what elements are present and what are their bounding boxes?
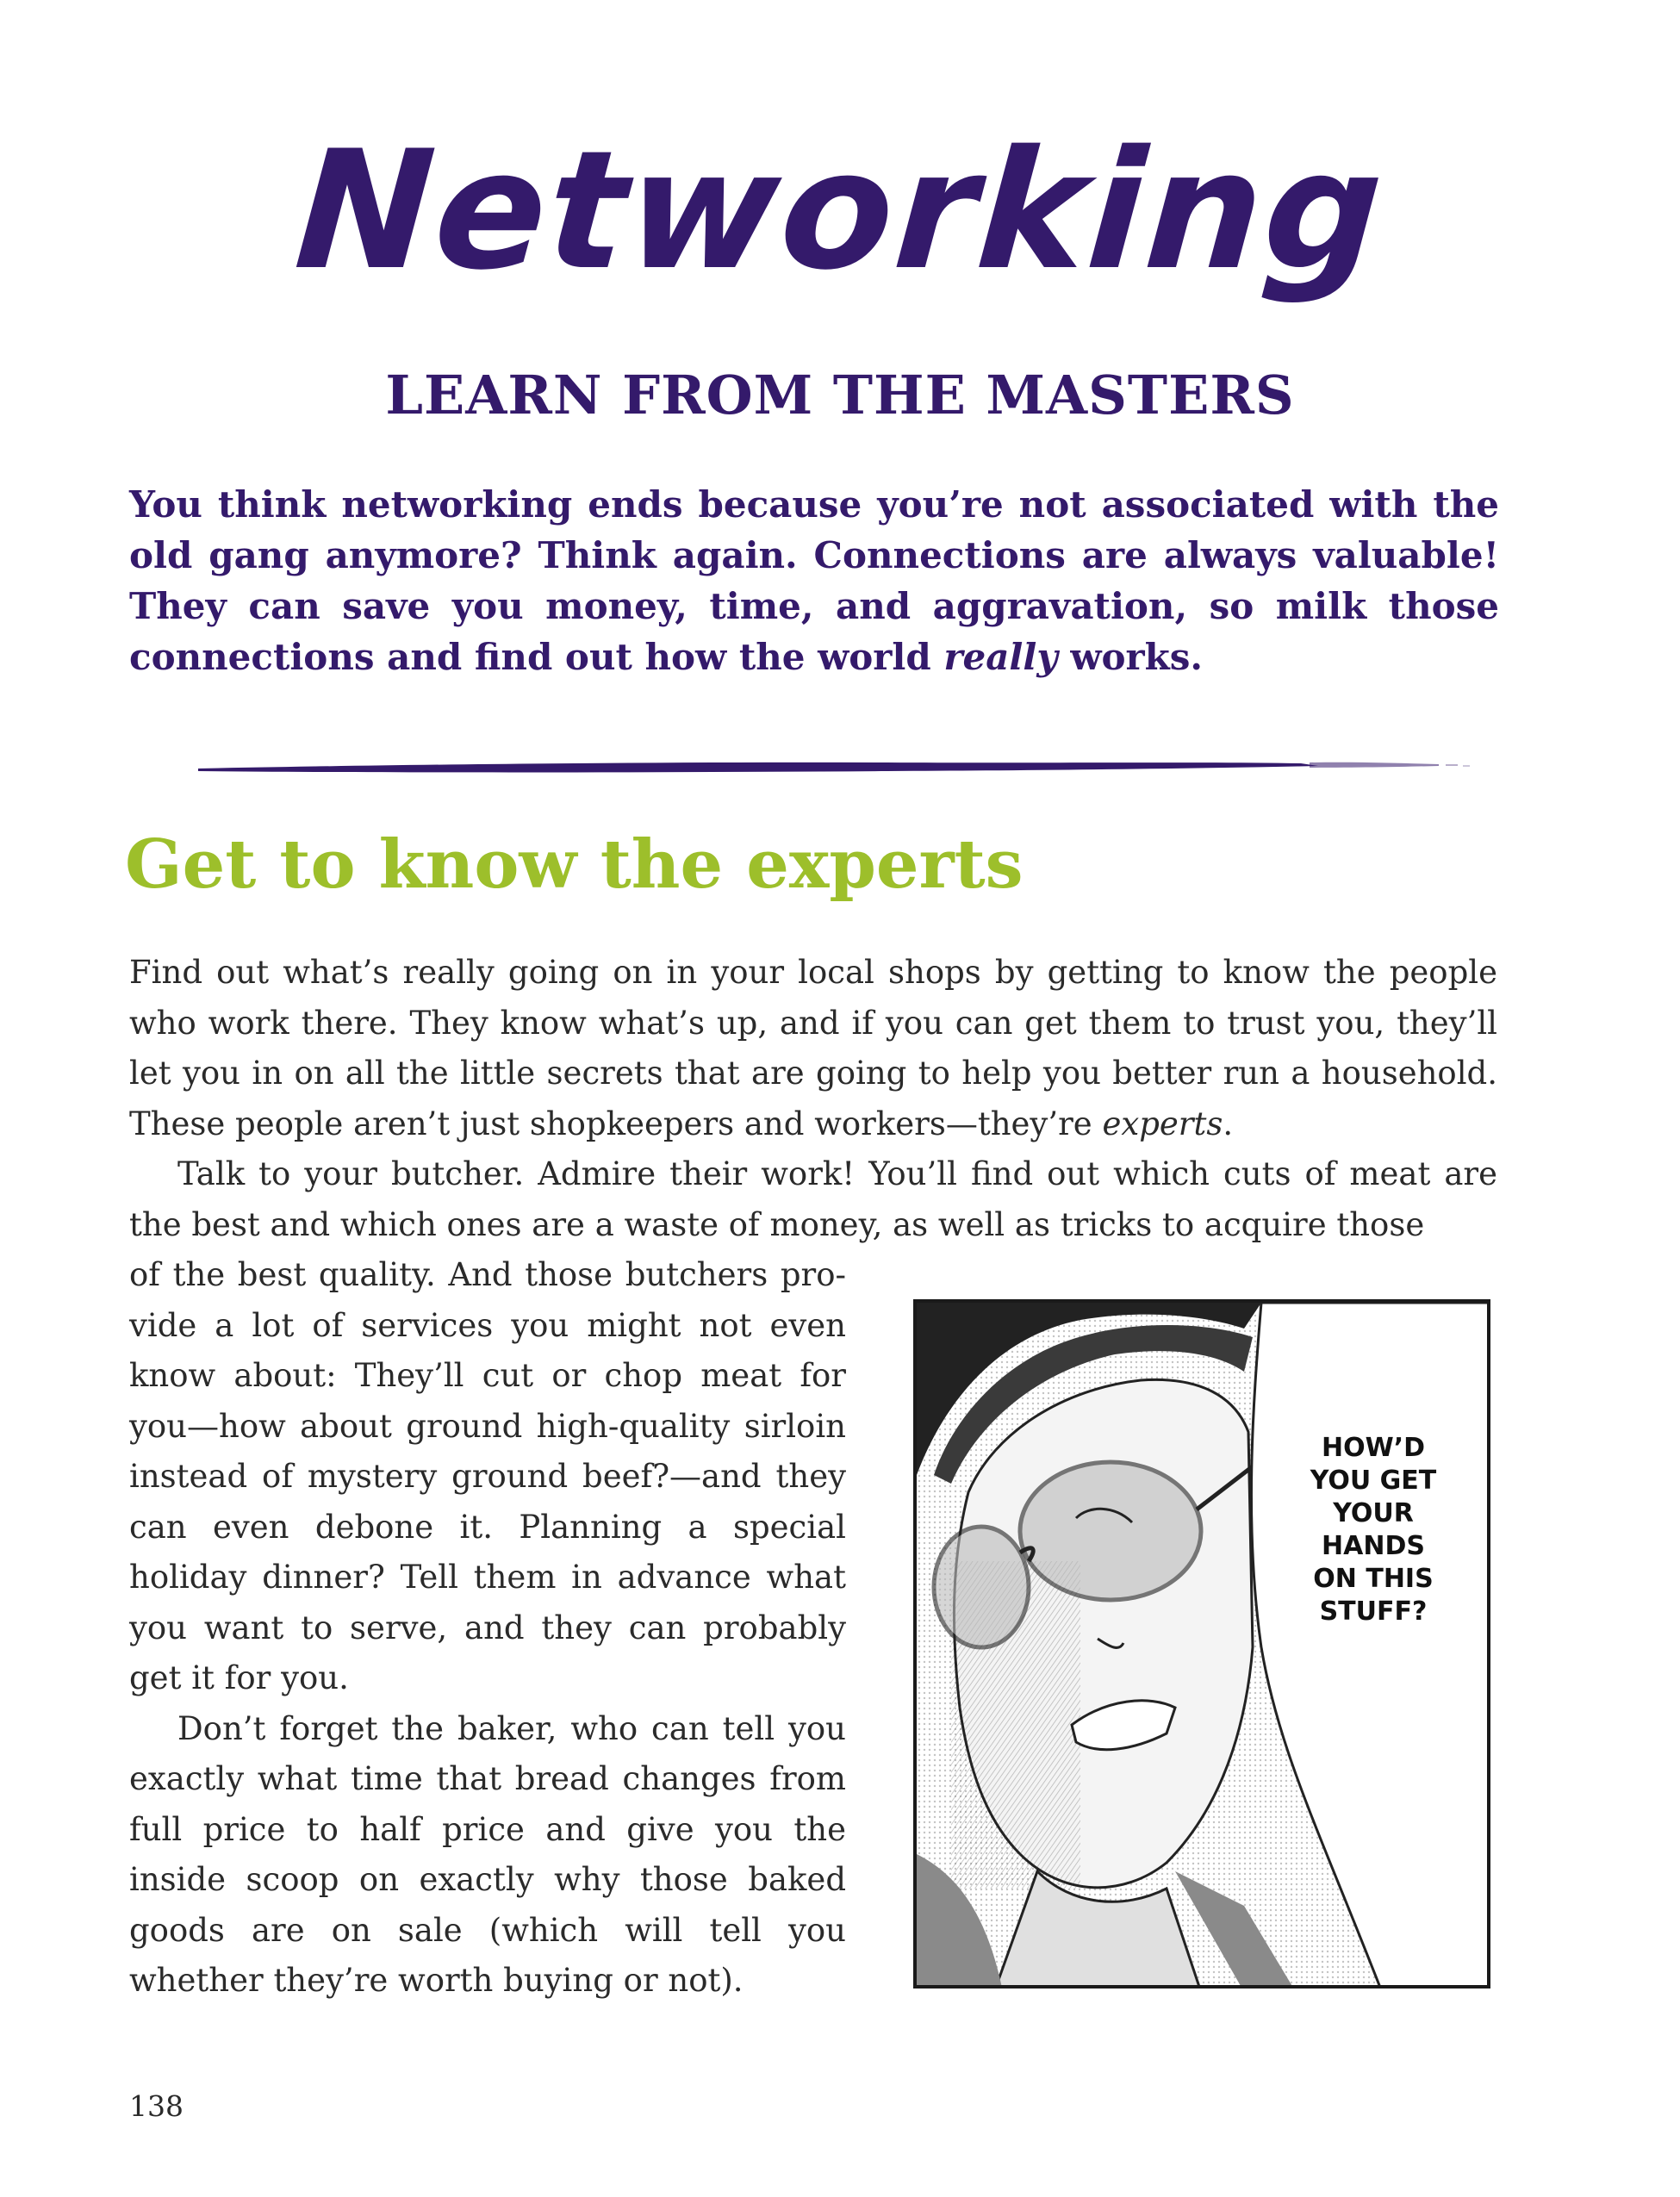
section-heading: Get to know the experts: [125, 825, 1024, 904]
speech-bubble-text: [1279, 1432, 1468, 1628]
body-full-width: [129, 948, 1497, 1250]
speech-line: HOW’D: [1322, 1433, 1425, 1463]
paragraph-1: [129, 948, 1497, 1149]
paragraph-2-start: Talk to your butcher. Admire their work! You’ll find out which cuts of meat are the best and which ones are a waste of money, as well as tricks to acquire those: [129, 1155, 1497, 1243]
paragraph-1-end: .: [1223, 1105, 1234, 1142]
intro-emphasis: really: [943, 636, 1058, 678]
speech-line: YOU GET: [1310, 1466, 1437, 1496]
chapter-subtitle: LEARN FROM THE MASTERS: [385, 364, 1295, 426]
chapter-title: Networking: [289, 115, 1391, 306]
manga-illustration: [917, 1303, 1490, 1989]
intro-text: You think networking ends because you’re not associated with the old gang anymore? Think again. Connections are always valuable! They can save you money, time, and aggravation, so milk those connections and find out how the world: [129, 483, 1499, 678]
body-column: [129, 1250, 846, 2007]
intro-text-end: works.: [1057, 636, 1204, 678]
paragraph-1-text: Find out what’s really going on in your local shops by getting to know the people who work there. They know what’s up, and if you can get them to trust you, they’ll let you in on all the little secrets that are going to help you better run a household. These people aren’t just shopkeepers and workers—they’re: [129, 954, 1497, 1142]
speech-line: ON THIS: [1313, 1564, 1434, 1594]
speech-line: YOUR: [1333, 1498, 1414, 1528]
paragraph-1-emphasis: experts: [1102, 1105, 1223, 1142]
manga-panel: [913, 1299, 1490, 1989]
brush-stroke-divider: [198, 750, 1473, 784]
paragraph-3: Don’t forget the baker, who can tell you exactly what time that bread changes from full price to half price and give you the inside scoop on exactly why those baked goods are on sale (which will tell you whether they’re worth buying or not).: [129, 1709, 846, 1999]
intro-paragraph: [129, 479, 1499, 682]
speech-line: STUFF?: [1319, 1596, 1428, 1627]
speech-line: HANDS: [1322, 1531, 1425, 1561]
page-number: 138: [129, 2089, 184, 2123]
paragraph-2-continued: of the best quality. And those butchers provide a lot of services you might not even know about: They’ll cut or chop meat for you—how about ground high-quality sirloin instead of mystery ground beef?—and they can even debone it. Planning a special holiday dinner? Tell them in advance what you want to serve, and they can probably get it for you.: [129, 1256, 846, 1696]
